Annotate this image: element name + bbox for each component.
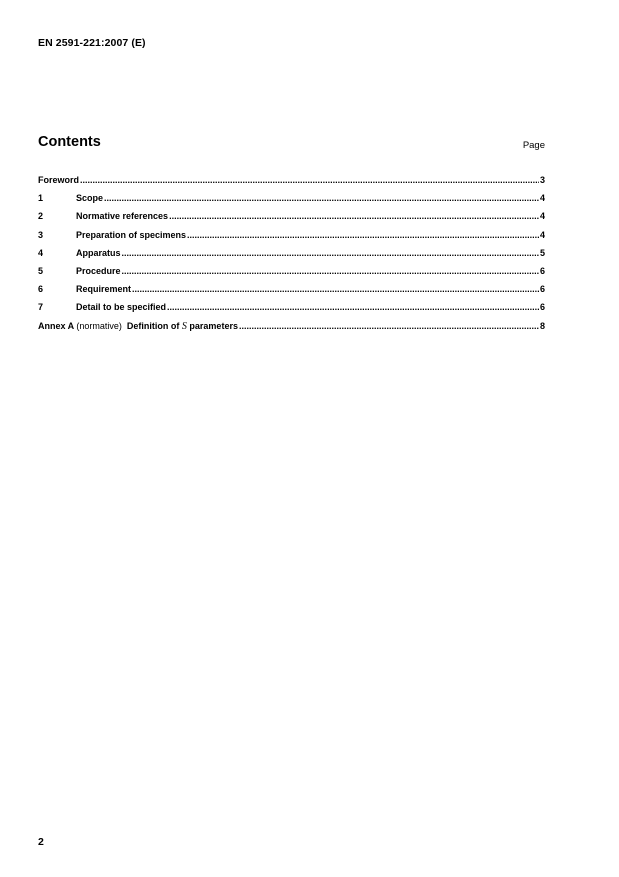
toc-entry-number: 6: [38, 284, 44, 295]
toc-entry-number: 7: [38, 302, 44, 313]
toc-entry-page: 5: [539, 247, 545, 258]
toc-entry-foreword[interactable]: [38, 175, 545, 193]
toc-entry-title: Foreword: [38, 175, 80, 185]
toc-leader: [169, 211, 539, 221]
annex-title-prefix: Definition of: [126, 320, 180, 331]
toc-entry-title: Requirement: [76, 284, 132, 295]
toc-entry-page: 6: [539, 302, 545, 313]
toc-entry-title: Preparation of specimens: [76, 229, 187, 240]
annex-title-symbol: S: [181, 320, 187, 332]
toc-leader: [167, 302, 539, 312]
toc-entry-page: 4: [539, 229, 545, 240]
page-column-label: Page: [522, 140, 545, 151]
toc-entry-title: Scope: [76, 193, 104, 204]
toc-entry-title: Detail to be specified: [76, 302, 167, 313]
toc-entry-requirement[interactable]: [38, 284, 545, 302]
annex-label: Annex A: [38, 320, 74, 331]
toc-entry-page: 4: [539, 211, 545, 222]
toc-entry-preparation-of-specimens[interactable]: [38, 230, 545, 248]
toc-entry-apparatus[interactable]: [38, 248, 545, 266]
toc-entry-page: 8: [539, 320, 545, 331]
annex-qualifier: (normative): [76, 320, 122, 331]
toc-entry-page: 6: [539, 284, 545, 295]
toc-leader: [187, 230, 539, 240]
toc-leader: [239, 321, 539, 331]
toc-entry-scope[interactable]: [38, 193, 545, 211]
toc-entry-number: 5: [38, 265, 44, 276]
toc-leader: [104, 193, 539, 203]
toc-entry-procedure[interactable]: [38, 266, 545, 284]
contents-title: Contents: [38, 134, 101, 150]
toc-leader: [132, 284, 539, 294]
toc-entry-annex-a[interactable]: [38, 321, 545, 339]
toc-entry-detail-to-be-specified[interactable]: [38, 302, 545, 320]
toc-entry-title: Procedure: [76, 265, 121, 276]
toc-entry-page: 4: [539, 193, 545, 204]
table-of-contents: [38, 175, 545, 339]
annex-title-suffix: parameters: [189, 320, 238, 331]
toc-entry-title: Normative references: [76, 211, 169, 222]
toc-entry-number: 3: [38, 229, 44, 240]
toc-leader: [122, 266, 539, 276]
toc-entry-number: 4: [38, 247, 44, 258]
toc-entry-title: Apparatus: [76, 247, 121, 258]
toc-entry-page: 3: [539, 175, 545, 185]
toc-leader: [80, 175, 539, 185]
toc-leader: [122, 248, 539, 258]
toc-entry-normative-references[interactable]: [38, 211, 545, 229]
toc-entry-number: 2: [38, 211, 44, 222]
toc-annex-title: [38, 321, 238, 332]
page-number: 2: [38, 836, 44, 848]
toc-entry-page: 6: [539, 265, 545, 276]
document-header: EN 2591-221:2007 (E): [38, 37, 146, 49]
toc-entry-number: 1: [38, 193, 44, 204]
